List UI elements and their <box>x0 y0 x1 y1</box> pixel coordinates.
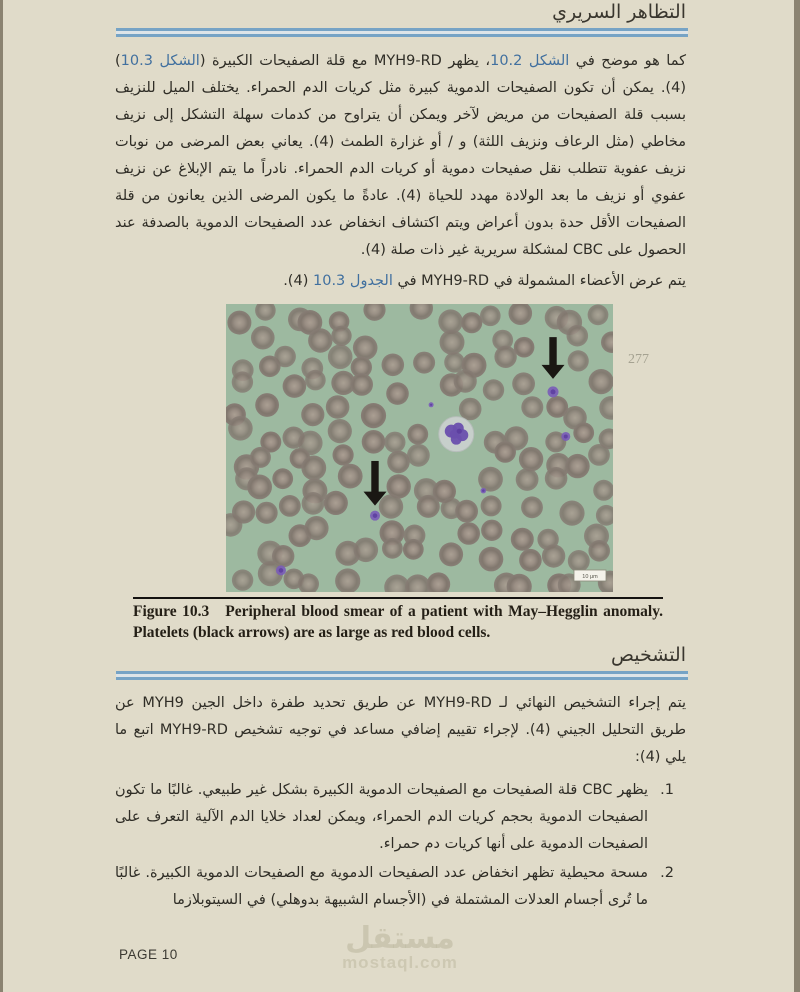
page-corner-number: 277 <box>628 352 649 367</box>
figure-caption <box>133 602 663 643</box>
text-run: ، يظهر MYH9-RD مع قلة الصفيحات الكبيرة ( <box>199 53 491 69</box>
blood-smear-image <box>226 304 613 592</box>
list-item <box>115 777 686 858</box>
text-run: (4). <box>283 273 313 289</box>
blood-smear-photo <box>226 304 613 592</box>
text-run: ) (4). يمكن أن تكون الصفيحات الدموية كبيرة مثل كريات الدم الحمراء. يختلف الميل للنزيف بسبب قلة الصفيحات من مريض لآخر ويمكن أن يتراوح من كدمات سهلة التشكل إلى نزيف مخاطي (مثل الرعاف ونزيف اللثة) و / أو غزارة الطمث (4). يعاني بعض المرضى من نوبات نزيف عفوية تتطلب نقل صفيحات دموية أو كريات الدم الحمراء. نادراً ما يتم الإبلاغ عن نزيف عفوي أو نزيف ما بعد الولادة مهدد للحياة (4). عادةً ما يكون المرضى الذين يعانون من قلة الصفيحات الأقل حدة بدون أعراض ويتم اكتشاف انخفاض عدد الصفيحات الدموية بالصدفة عند الحصول على CBC لمشكلة سريرية غير ذات صلة (4). <box>115 53 686 258</box>
heading-double-rule <box>116 28 688 37</box>
page-content <box>115 0 686 914</box>
section-heading-clinical-presentation: التظاهر السريري <box>552 1 686 23</box>
watermark-arabic: مستقل <box>345 921 455 956</box>
cross-ref-link[interactable]: الشكل 10.2 <box>490 53 570 69</box>
svg-text:10 μm: 10 μm <box>582 574 598 580</box>
diagnosis-list <box>115 777 686 914</box>
page-edge-right <box>794 0 800 992</box>
cross-ref-link[interactable]: الجدول 10.3 <box>313 273 393 289</box>
list-item <box>115 860 686 914</box>
text-run: Figure 10.3 <box>133 603 210 620</box>
page-number-label: PAGE 10 <box>119 947 178 962</box>
text-run: Peripheral blood smear of a patient with May–Hegglin anomaly. Platelets (black arrows) are as large as red blood cells. <box>133 603 663 641</box>
text-run: كما هو موضح في <box>569 53 686 69</box>
caption-rule <box>133 597 663 599</box>
cross-ref-link[interactable]: الشكل 10.3 <box>120 53 200 69</box>
page-edge-left <box>0 0 3 992</box>
diagnosis-paragraph <box>115 690 686 771</box>
list-item-text: مسحة محيطية تظهر انخفاض عدد الصفيحات الدموية مع الصفيحات الدموية الكبيرة. غالبًا ما تُرى أجسام العدلات المشتملة في (الأجسام الشبيهة بدوهلي) في السيتوبلازما <box>115 865 648 908</box>
section-heading-diagnosis: التشخيص <box>610 644 686 666</box>
organs-involved-paragraph <box>115 268 686 295</box>
heading-double-rule <box>116 671 688 680</box>
text-run: يتم إجراء التشخيص النهائي لـ MYH9-RD عن طريق تحديد طفرة داخل الجين MYH9 عن طريق التحليل الجيني (4). لإجراء تقييم إضافي مساعد في توجيه تشخيص MYH9-RD اتبع ما يلي (4): <box>115 695 686 765</box>
figure-10-3 <box>115 304 686 643</box>
text-run: يتم عرض الأعضاء المشمولة في MYH9-RD في <box>392 273 686 289</box>
list-item-text: يظهر CBC قلة الصفيحات مع الصفيحات الدموية الكبيرة بشكل غير طبيعي. غالبًا ما تكون الصفيحات الدموية بحجم كريات الدم الحمراء، ويمكن لعداد خلايا الدم الآلية التعرف على الصفيحات الدموية على أنها كريات دم حمراء. <box>115 782 648 852</box>
clinical-presentation-paragraph <box>115 48 686 264</box>
list-item-marker: 1. <box>660 782 674 798</box>
list-item-marker: 2. <box>660 865 674 881</box>
watermark-domain: mostaql.com <box>342 953 458 972</box>
